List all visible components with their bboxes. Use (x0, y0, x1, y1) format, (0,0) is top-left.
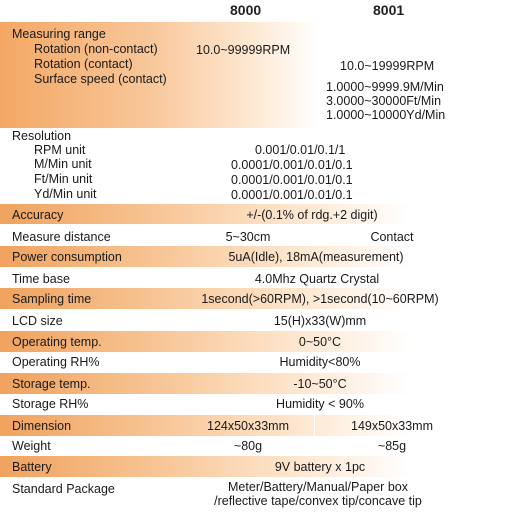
dimension-8001: 149x50x33mm (351, 419, 433, 433)
operating-rh-label: Operating RH% (12, 355, 100, 369)
accuracy-value: +/-(0.1% of rdg.+2 digit) (246, 208, 378, 222)
power-consumption-value: 5uA(Idle), 18mA(measurement) (228, 250, 404, 264)
weight-label: Weight (12, 439, 51, 453)
resolution-yd-label: Yd/Min unit (34, 187, 97, 201)
storage-rh-label: Storage RH% (12, 397, 89, 411)
column-divider (314, 22, 315, 128)
resolution-rpm-label: RPM unit (34, 143, 86, 157)
standard-package-label: Standard Package (12, 482, 115, 496)
resolution-m-label: M/Min unit (34, 157, 92, 171)
operating-temp-value: 0~50°C (298, 335, 342, 349)
sampling-time-value: 1second(>60RPM), >1second(10~60RPM) (201, 292, 439, 306)
range-8001-yd-value: 1.0000~10000Yd/Min (326, 108, 446, 122)
accuracy-label: Accuracy (12, 208, 64, 222)
operating-temp-label: Operating temp. (12, 335, 102, 349)
weight-8000: ~80g (233, 439, 263, 453)
resolution-rpm-value: 0.001/0.01/0.1/1 (255, 143, 346, 157)
resolution-m-value: 0.0001/0.001/0.01/0.1 (231, 158, 353, 172)
measure-distance-8001: Contact (370, 230, 414, 244)
range-8000-value: 10.0~99999RPM (196, 43, 291, 57)
storage-rh-value: Humidity < 90% (276, 397, 364, 411)
measure-distance-label: Measure distance (12, 230, 111, 244)
battery-label: Battery (12, 460, 52, 474)
battery-band (0, 456, 513, 477)
column-header-8001: 8001 (373, 2, 405, 18)
standard-package-line1: Meter/Battery/Manual/Paper box (228, 480, 408, 494)
rotation-noncontact-label: Rotation (non-contact) (34, 42, 158, 56)
resolution-yd-value: 0.0001/0.001/0.01/0.1 (231, 188, 353, 202)
weight-8001: ~85g (377, 439, 407, 453)
column-header-8000: 8000 (230, 2, 262, 18)
lcd-size-label: LCD size (12, 314, 63, 328)
column-divider (314, 415, 315, 436)
storage-temp-label: Storage temp. (12, 377, 91, 391)
storage-temp-value: -10~50°C (293, 377, 347, 391)
measuring-range-label: Measuring range (12, 27, 106, 41)
operating-rh-value: Humidity<80% (279, 355, 361, 369)
range-8001-ft-value: 3.0000~30000Ft/Min (326, 94, 442, 108)
sampling-time-label: Sampling time (12, 292, 92, 306)
range-8001-rotation-value: 10.0~19999RPM (340, 59, 435, 73)
range-8001-m-value: 1.0000~9999.9M/Min (326, 80, 444, 94)
dimension-8000: 124x50x33mm (207, 419, 289, 433)
time-base-value: 4.0Mhz Quartz Crystal (254, 272, 380, 286)
time-base-label: Time base (12, 272, 70, 286)
resolution-ft-value: 0.0001/0.001/0.01/0.1 (231, 173, 353, 187)
measure-distance-8000: 5~30cm (225, 230, 271, 244)
resolution-ft-label: Ft/Min unit (34, 172, 93, 186)
battery-value: 9V battery x 1pc (274, 460, 366, 474)
rotation-contact-label: Rotation (contact) (34, 57, 133, 71)
surface-speed-label: Surface speed (contact) (34, 72, 167, 86)
dimension-label: Dimension (12, 419, 72, 433)
resolution-label: Resolution (12, 129, 72, 143)
standard-package-line2: /reflective tape/convex tip/concave tip (214, 494, 422, 508)
lcd-size-value: 15(H)x33(W)mm (273, 314, 367, 328)
power-consumption-label: Power consumption (12, 250, 122, 264)
